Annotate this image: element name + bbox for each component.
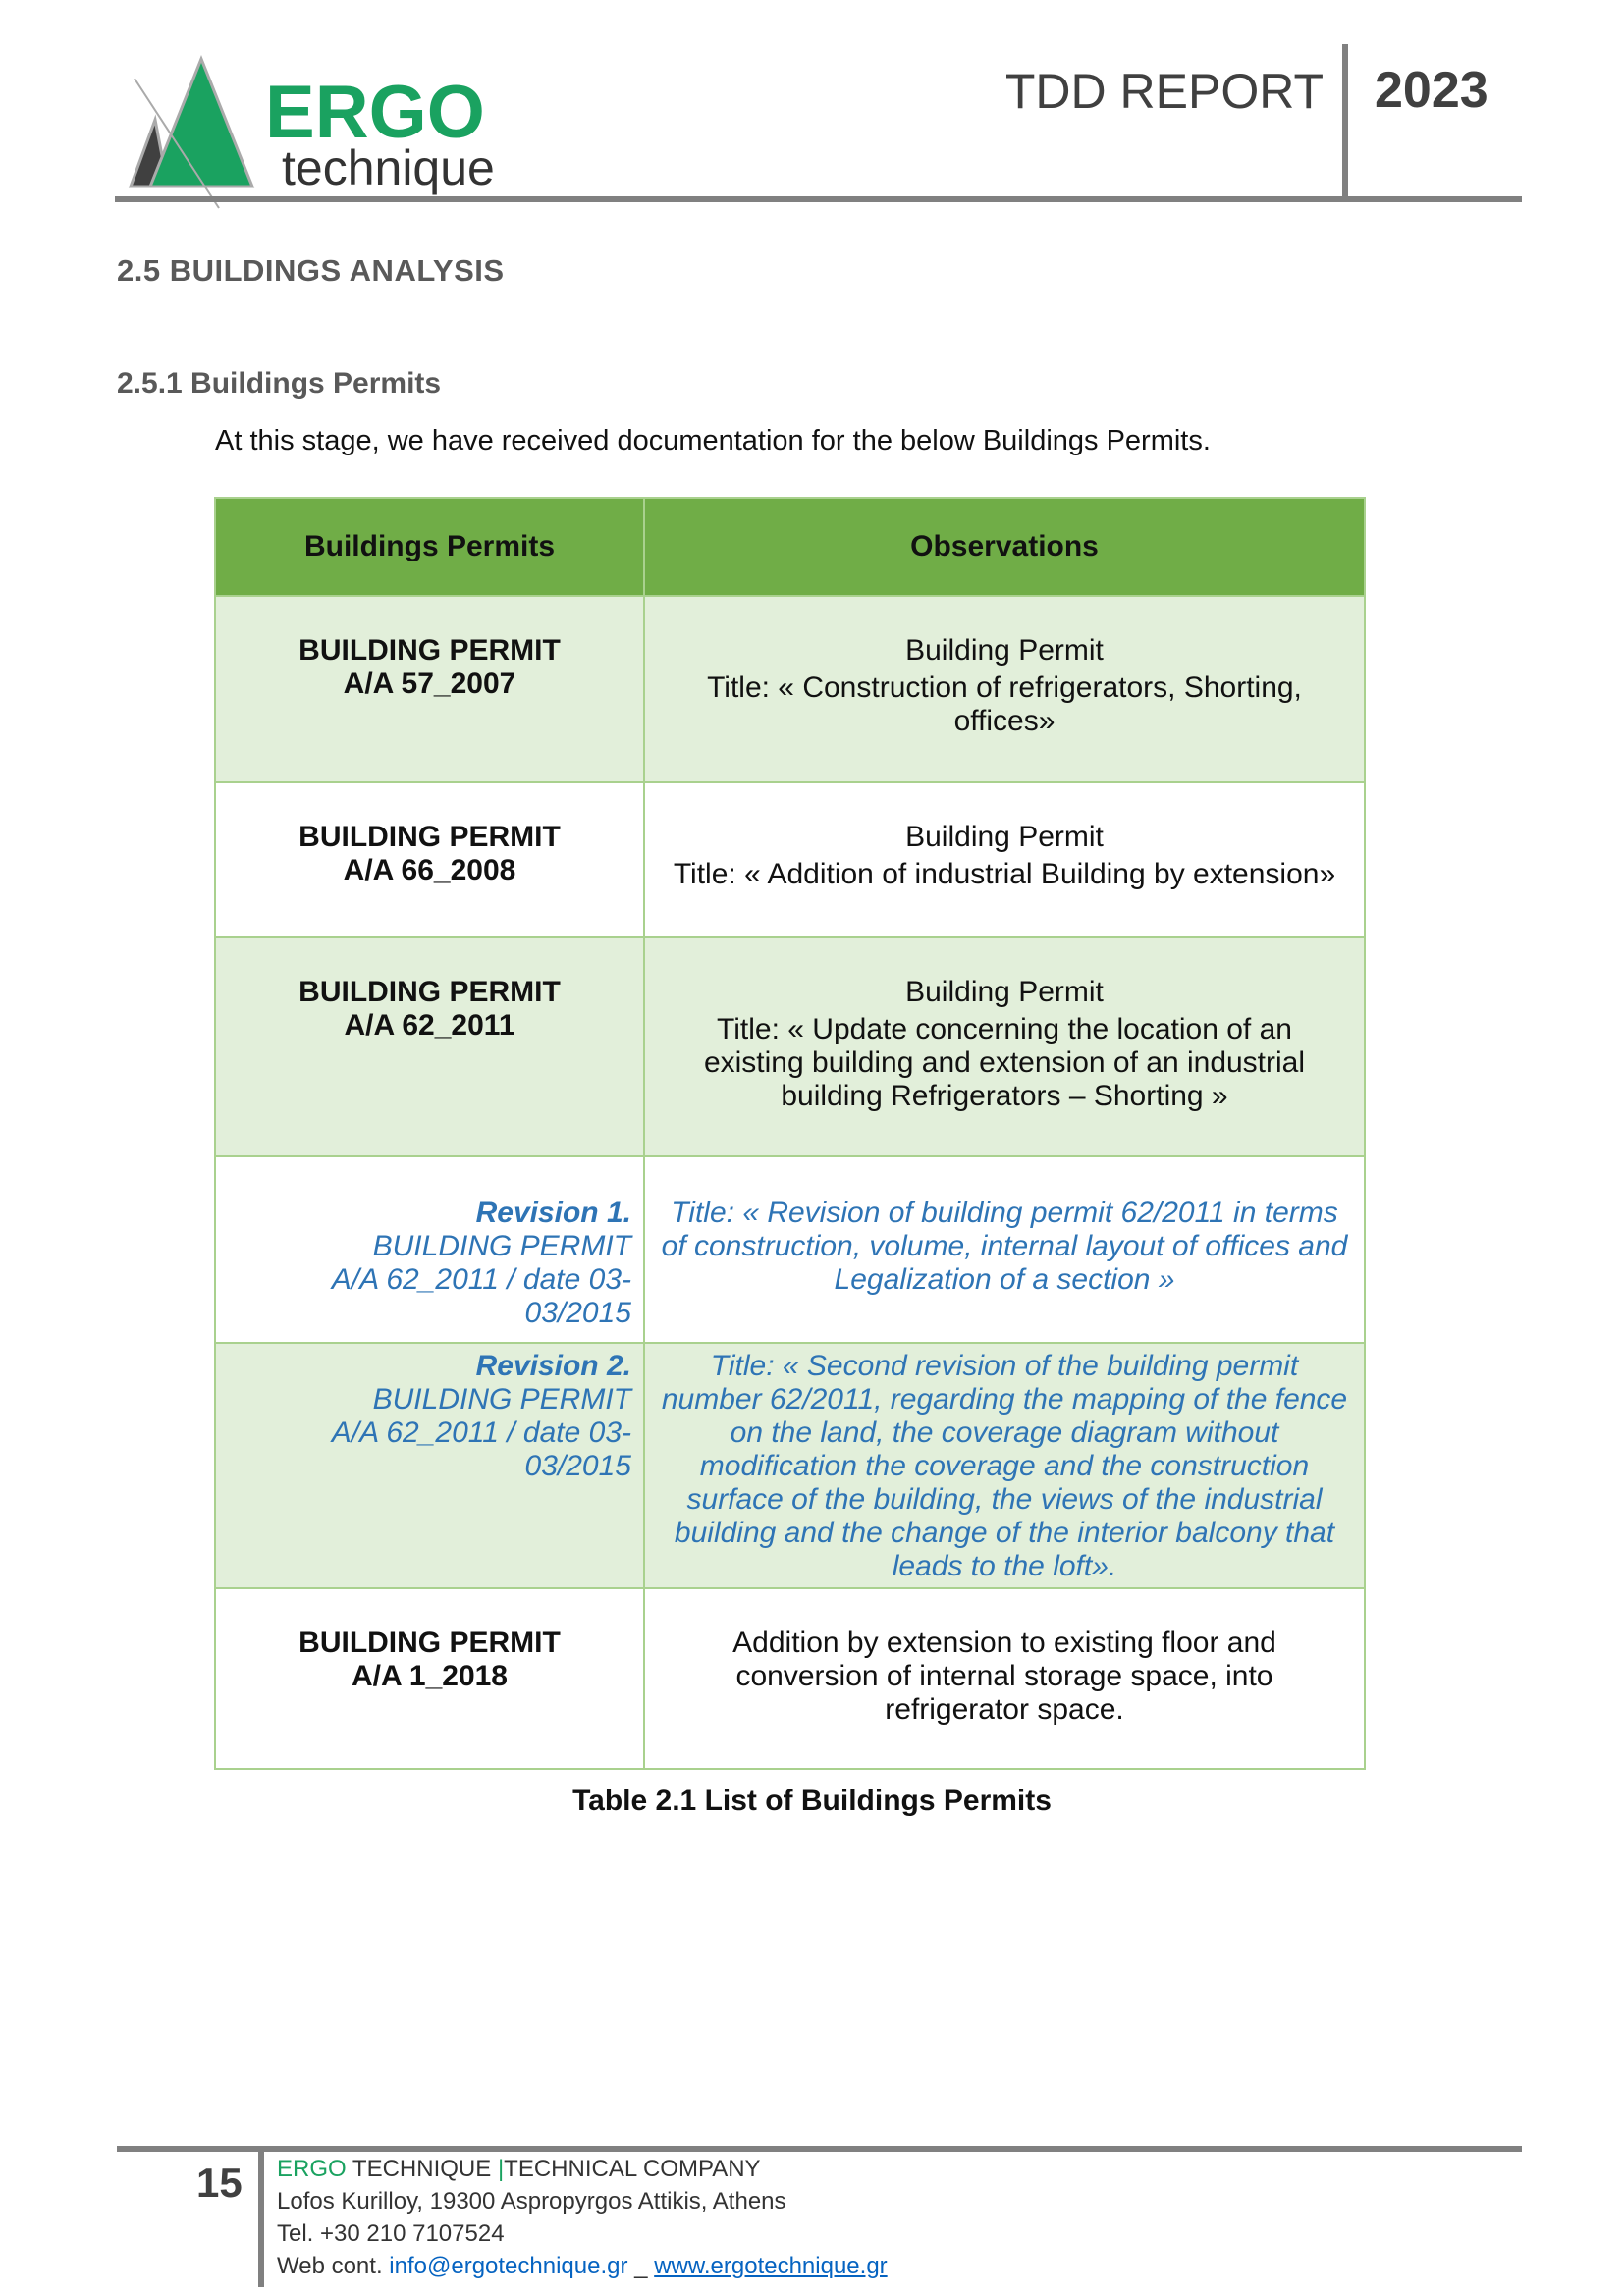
footer-rule	[117, 2146, 1522, 2152]
permit-cell: BUILDING PERMIT A/A 1_2018	[215, 1588, 644, 1769]
table-row	[215, 596, 1365, 782]
email-link[interactable]: info@ergotechnique.gr	[389, 2253, 628, 2279]
column-header: Observations	[644, 498, 1365, 596]
permit-cell: BUILDING PERMIT A/A 57_2007	[215, 596, 644, 782]
ergo-technique-logo	[123, 49, 643, 216]
footer-company: ERGO TECHNIQUE |TECHNICAL COMPANY	[277, 2156, 761, 2182]
table-header-row	[215, 498, 1365, 596]
observation-cell: Building Permit Title: « Addition of industrial Building by extension»	[644, 782, 1365, 937]
column-header: Buildings Permits	[215, 498, 644, 596]
subsection-heading: 2.5.1 Buildings Permits	[117, 367, 442, 400]
table-row	[215, 937, 1365, 1156]
page-number: 15	[196, 2160, 243, 2206]
report-year: 2023	[1375, 62, 1489, 119]
revision-observation-cell: Title: « Second revision of the building permit number 62/2011, regarding the mapping of the fence on the land, the coverage diagram without modification the coverage and the construction surface of the building, the views of the industrial building and the change of the interior balcony that leads to the loft».	[644, 1343, 1365, 1588]
revision-permit-cell: Revision 1. BUILDING PERMIT A/A 62_2011 / date 03-03/2015	[215, 1156, 644, 1343]
intro-text: At this stage, we have received documentation for the below Buildings Permits.	[215, 425, 1211, 456]
header-rule	[115, 196, 1522, 202]
svg-text:technique: technique	[282, 140, 495, 195]
table-container	[0, 497, 1624, 1819]
observation-cell: Building Permit Title: « Update concerning the location of an existing building and extension of an industrial building Refrigerators – Shorting »	[644, 937, 1365, 1156]
footer-address: Lofos Kurilloy, 19300 Aspropyrgos Attikis, Athens	[277, 2188, 786, 2215]
revision-observation-cell: Title: « Revision of building permit 62/2011 in terms of construction, volume, internal layout of offices and Legalization of a section »	[644, 1156, 1365, 1343]
svg-text:ERGO: ERGO	[265, 71, 485, 154]
observation-cell: Building Permit Title: « Construction of refrigerators, Shorting, offices»	[644, 596, 1365, 782]
section-heading: 2.5 BUILDINGS ANALYSIS	[117, 253, 505, 288]
observation-cell: Addition by extension to existing floor and conversion of internal storage space, into refrigerator space.	[644, 1588, 1365, 1769]
table-row	[215, 1343, 1365, 1588]
table-row	[215, 782, 1365, 937]
permits-table	[214, 497, 1366, 1770]
table-caption: Table 2.1 List of Buildings Permits	[572, 1785, 1052, 1817]
footer-web: Web cont. info@ergotechnique.gr _ www.ergotechnique.gr	[277, 2253, 888, 2279]
footer-divider	[258, 2150, 264, 2287]
footer-tel: Tel. +30 210 7107524	[277, 2220, 505, 2247]
revision-permit-cell: Revision 2. BUILDING PERMIT A/A 62_2011 / date 03-03/2015	[215, 1343, 644, 1588]
header-divider	[1342, 44, 1348, 199]
table-row	[215, 1588, 1365, 1769]
report-title: TDD REPORT	[1004, 64, 1324, 119]
website-link[interactable]: www.ergotechnique.gr	[654, 2253, 888, 2279]
permit-cell: BUILDING PERMIT A/A 66_2008	[215, 782, 644, 937]
permit-cell: BUILDING PERMIT A/A 62_2011	[215, 937, 644, 1156]
table-row	[215, 1156, 1365, 1343]
